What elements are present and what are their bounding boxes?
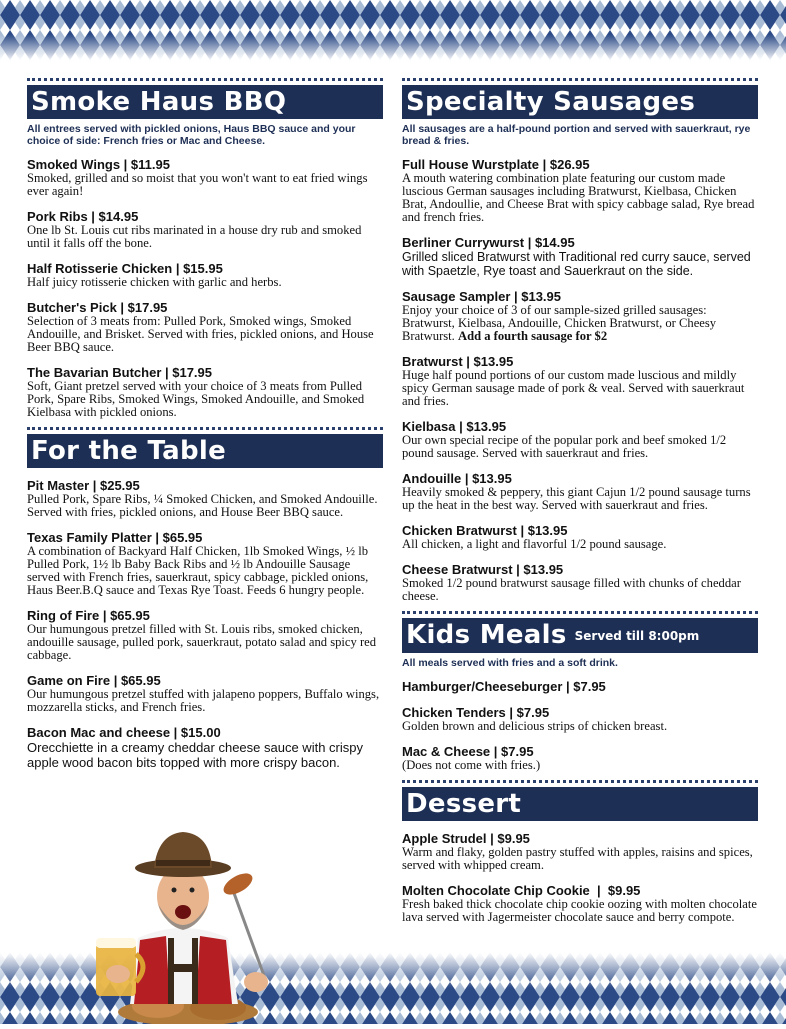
item-title: Apple Strudel | $9.95 xyxy=(402,830,530,846)
menu-item-ring-of-fire xyxy=(27,608,383,662)
item-description: A combination of Backyard Half Chicken, 1lb Smoked Wings, ½ lb Pulled Pork, 1½ lb Baby Back Ribs and ½ lb Andouille Sausage served with French fries, sauerkraut, spicy cabbage, pickled onions, Haus Beer.B.Q sauce and Texas Rye Toast. Feeds 6 hungry people. xyxy=(27,544,369,597)
item-title: Bratwurst | $13.95 xyxy=(402,354,514,369)
item-description: Smoked 1/2 pound bratwurst sausage filled with chunks of cheddar cheese. xyxy=(402,576,741,603)
item-description-extra: Add a fourth sausage for $2 xyxy=(457,329,608,343)
menu-item-sausage-sampler xyxy=(402,289,758,343)
kids-meals-served-till: Served till 8:00pm xyxy=(574,628,700,643)
kids-meals-heading xyxy=(402,618,758,653)
item-title: Kielbasa | $13.95 xyxy=(402,419,507,434)
menu-item-butchers-pick xyxy=(27,300,383,354)
menu-item-texas-family-platter xyxy=(27,530,383,597)
menu-item-bacon-mac-and-cheese xyxy=(27,725,383,770)
menu-item-game-on-fire xyxy=(27,673,383,714)
item-title: Bacon Mac and cheese | $15.00 xyxy=(27,725,221,740)
item-title: Pork Ribs | $14.95 xyxy=(27,209,139,224)
menu-item-smoked-wings xyxy=(27,157,383,198)
item-title: Ring of Fire | $65.95 xyxy=(27,608,150,623)
item-title: Sausage Sampler | $13.95 xyxy=(402,289,562,304)
menu-item-cheese-bratwurst xyxy=(402,562,758,603)
item-title: Hamburger/Cheeseburger | $7.95 xyxy=(402,678,606,694)
item-description: One lb St. Louis cut ribs marinated in a house dry rub and smoked until it falls off the bone. xyxy=(27,223,362,250)
dotted-divider xyxy=(402,611,758,614)
dotted-divider xyxy=(402,78,758,81)
bavarian-man-illustration xyxy=(78,826,288,1024)
item-title: Half Rotisserie Chicken | $15.95 xyxy=(27,261,223,276)
item-description: Our own special recipe of the popular pork and beef smoked 1/2 pound sausage. Served with sauerkraut and fries. xyxy=(402,433,727,460)
item-description: Golden brown and delicious strips of chicken breast. xyxy=(402,718,668,733)
item-description: (Does not come with fries.) xyxy=(402,757,541,772)
item-description: All chicken, a light and flavorful 1/2 pound sausage. xyxy=(402,537,667,551)
menu-item-bratwurst xyxy=(402,354,758,408)
top-diamond-pattern xyxy=(0,0,786,62)
menu-item-bavarian-butcher xyxy=(27,365,383,419)
item-title: Mac & Cheese | $7.95 xyxy=(402,743,534,759)
specialty-sausages-heading: Specialty Sausages xyxy=(402,85,758,119)
menu-item-mac-and-cheese xyxy=(402,744,758,772)
item-title: Smoked Wings | $11.95 xyxy=(27,157,170,172)
menu-item-apple-strudel xyxy=(402,831,758,872)
menu-item-pit-master xyxy=(27,478,383,519)
item-title: Game on Fire | $65.95 xyxy=(27,673,161,688)
for-the-table-heading: For the Table xyxy=(27,434,383,468)
dessert-heading: Dessert xyxy=(402,787,758,821)
item-description-text: Enjoy your choice of 3 of our sample-sized grilled sausages: Bratwurst, Kielbasa, Andouille, Chicken Bratwurst, or Cheesy Bratwurst. xyxy=(402,303,717,343)
item-title: Berliner Currywurst | $14.95 xyxy=(402,235,575,250)
item-description: Smoked, grilled and so moist that you won't want to eat fried wings ever again! xyxy=(27,171,368,198)
item-title: Chicken Bratwurst | $13.95 xyxy=(402,523,568,538)
item-description: Heavily smoked & peppery, this giant Cajun 1/2 pound sausage turns up the heat in the best way. Served with sauerkraut and fries. xyxy=(402,485,751,512)
item-title: Andouille | $13.95 xyxy=(402,471,512,486)
menu-item-berliner-currywurst xyxy=(402,235,758,278)
item-title: Texas Family Platter | $65.95 xyxy=(27,530,203,545)
sausages-note: All sausages are a half-pound portion and served with sauerkraut, rye bread & fries. xyxy=(402,123,751,147)
menu-item-hamburger xyxy=(402,679,758,694)
menu-item-pork-ribs xyxy=(27,209,383,250)
left-column xyxy=(27,78,383,781)
dotted-divider xyxy=(27,78,383,81)
item-title: The Bavarian Butcher | $17.95 xyxy=(27,365,212,380)
kids-note: All meals served with fries and a soft drink. xyxy=(402,656,618,669)
item-description: Half juicy rotisserie chicken with garlic and herbs. xyxy=(27,275,282,289)
item-description: Our humungous pretzel filled with St. Louis ribs, smoked chicken, andouille sausage, pulled pork, sauerkraut, potato salad and spicy red cabbage. xyxy=(27,622,377,662)
item-description: Huge half pound portions of our custom made luscious and mildly spicy German sausage made of pork & veal. Served with sauerkraut and fries. xyxy=(402,368,745,408)
item-title: Pit Master | $25.95 xyxy=(27,478,140,493)
menu-item-andouille xyxy=(402,471,758,512)
dotted-divider xyxy=(27,427,383,430)
item-description: Selection of 3 meats from: Pulled Pork, Smoked wings, Smoked Andouille, and Brisket. Served with fries, pickled onions, and House Beer BBQ sauce. xyxy=(27,314,374,354)
menu-item-full-house-wurstplate xyxy=(402,157,758,224)
item-description: Soft, Giant pretzel served with your choice of 3 meats from Pulled Pork, Spare Ribs, Smoked Wings, Smoked Andouille, and Smoked Kielbasa with pickled onions. xyxy=(27,379,365,419)
item-description: Orecchiette in a creamy cheddar cheese sauce with crispy apple wood bacon bits topped with more crispy bacon. xyxy=(27,740,363,770)
item-description: Warm and flaky, golden pastry stuffed with apples, raisins and spices, served with whipped cream. xyxy=(402,844,753,872)
item-description xyxy=(402,304,758,343)
item-title: Cheese Bratwurst | $13.95 xyxy=(402,562,564,577)
dotted-divider xyxy=(402,780,758,783)
item-description: Our humungous pretzel stuffed with jalapeno poppers, Buffalo wings, mozzarella sticks, and French fries. xyxy=(27,687,380,714)
menu-item-kielbasa xyxy=(402,419,758,460)
item-title: Butcher's Pick | $17.95 xyxy=(27,300,168,315)
item-title: Chicken Tenders | $7.95 xyxy=(402,704,550,720)
item-description: Fresh baked thick chocolate chip cookie oozing with molten chocolate lava served with Jagermeister chocolate sauce and berry compote. xyxy=(402,896,757,924)
kids-meals-title: Kids Meals xyxy=(406,620,567,650)
right-column xyxy=(402,78,758,935)
smoke-haus-heading: Smoke Haus BBQ xyxy=(27,85,383,119)
menu-item-half-rotisserie-chicken xyxy=(27,261,383,289)
menu-item-chicken-tenders xyxy=(402,705,758,733)
item-description: A mouth watering combination plate featuring our custom made luscious German sausages including Bratwurst, Kielbasa, Chicken Brat, Andoullie, and Cheese Brat with spicy cabbage salad, Rye bread and french fries. xyxy=(402,171,755,224)
item-title: Full House Wurstplate | $26.95 xyxy=(402,157,590,172)
menu-item-molten-chocolate-chip-cookie xyxy=(402,883,758,924)
item-description: Grilled sliced Bratwurst with Traditional red curry sauce, served with Spaetzle, Rye toast and Sauerkraut on the side. xyxy=(402,250,751,278)
item-description: Pulled Pork, Spare Ribs, ¼ Smoked Chicken, and Smoked Andouille. Served with fries, pickled onions, and House Beer BBQ sauce. xyxy=(27,492,378,519)
menu-item-chicken-bratwurst xyxy=(402,523,758,551)
item-title: Molten Chocolate Chip Cookie | $9.95 xyxy=(402,882,641,898)
smoke-haus-note: All entrees served with pickled onions, Haus BBQ sauce and your choice of side: French fries or Mac and Cheese. xyxy=(27,123,356,147)
